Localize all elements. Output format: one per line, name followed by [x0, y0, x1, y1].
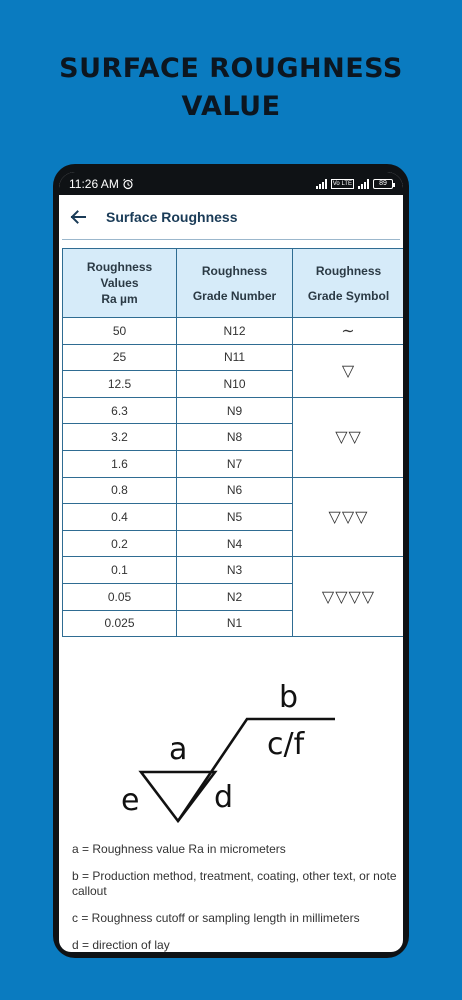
table-header-row [63, 249, 404, 318]
table-row [63, 344, 404, 371]
grade-cell: N1 [177, 610, 293, 637]
grade-cell: N2 [177, 583, 293, 610]
signal-icon-2 [358, 179, 369, 189]
grade-cell: N3 [177, 557, 293, 584]
header-ra-line3: Ra µm [101, 292, 138, 306]
phone-frame [53, 164, 409, 958]
signal-icon [316, 179, 327, 189]
symbol-cell: ∼ [293, 318, 404, 345]
grade-cell: N12 [177, 318, 293, 345]
ra-cell: 3.2 [63, 424, 177, 451]
grade-cell: N5 [177, 504, 293, 531]
ra-cell: 0.4 [63, 504, 177, 531]
ra-cell: 25 [63, 344, 177, 371]
table-row [63, 477, 404, 504]
appbar-divider [62, 239, 400, 240]
diagram-label-e: e [121, 783, 140, 818]
phone-screen [59, 172, 403, 952]
symbol-cell: ▽ [293, 344, 404, 397]
symbol-cell: ▽▽▽▽ [293, 557, 404, 637]
table-row [63, 557, 404, 584]
ra-cell: 0.8 [63, 477, 177, 504]
alarm-icon [122, 178, 134, 190]
grade-cell: N9 [177, 397, 293, 424]
ra-cell: 0.05 [63, 583, 177, 610]
roughness-table [62, 248, 403, 637]
promo-title-line1: SURFACE ROUGHNESS [59, 53, 403, 84]
header-grade-line1: Roughness [201, 263, 268, 278]
volte-badge: Vo LTE [332, 180, 352, 187]
ra-cell: 0.2 [63, 530, 177, 557]
legend-a: a = Roughness value Ra in micrometers [72, 842, 286, 856]
header-symbol-line2: Grade Symbol [307, 288, 390, 303]
grade-cell: N8 [177, 424, 293, 451]
table-row [63, 318, 404, 345]
status-bar [59, 172, 403, 195]
app-title: Surface Roughness [106, 209, 238, 225]
status-time: 11:26 AM [69, 176, 119, 191]
ra-cell: 12.5 [63, 371, 177, 398]
grade-cell: N7 [177, 450, 293, 477]
battery-icon [373, 179, 393, 189]
roughness-symbol-diagram [99, 672, 389, 832]
legend-b: b = Production method, treatment, coating, other text, or note callout [72, 869, 397, 898]
header-ra [63, 249, 177, 318]
grade-cell: N4 [177, 530, 293, 557]
grade-cell: N6 [177, 477, 293, 504]
diagram-label-b: b [279, 680, 299, 715]
arrow-left-icon[interactable] [68, 207, 88, 227]
header-ra-line1: Roughness [86, 260, 153, 274]
header-ra-line2: Values [100, 276, 139, 290]
promo-title-line2: VALUE [181, 91, 281, 122]
battery-level: 89 [379, 180, 387, 187]
ra-cell: 50 [63, 318, 177, 345]
diagram-label-a: a [169, 732, 188, 767]
app-bar [59, 195, 403, 239]
ra-cell: 6.3 [63, 397, 177, 424]
ra-cell: 0.025 [63, 610, 177, 637]
symbol-cell: ▽▽ [293, 397, 404, 477]
ra-cell: 0.1 [63, 557, 177, 584]
legend-d: d = direction of lay [72, 938, 170, 952]
header-grade [177, 249, 293, 318]
diagram-label-d: d [214, 780, 234, 815]
legend [72, 842, 397, 952]
diagram-label-cf: c/f [267, 727, 305, 762]
ra-cell: 1.6 [63, 450, 177, 477]
legend-c: c = Roughness cutoff or sampling length in millimeters [72, 911, 360, 925]
promo-title [0, 50, 462, 126]
table-row [63, 397, 404, 424]
grade-cell: N10 [177, 371, 293, 398]
header-symbol-line1: Roughness [315, 263, 382, 278]
header-symbol [293, 249, 404, 318]
header-grade-line2: Grade Number [192, 288, 277, 303]
symbol-cell: ▽▽▽ [293, 477, 404, 557]
grade-cell: N11 [177, 344, 293, 371]
